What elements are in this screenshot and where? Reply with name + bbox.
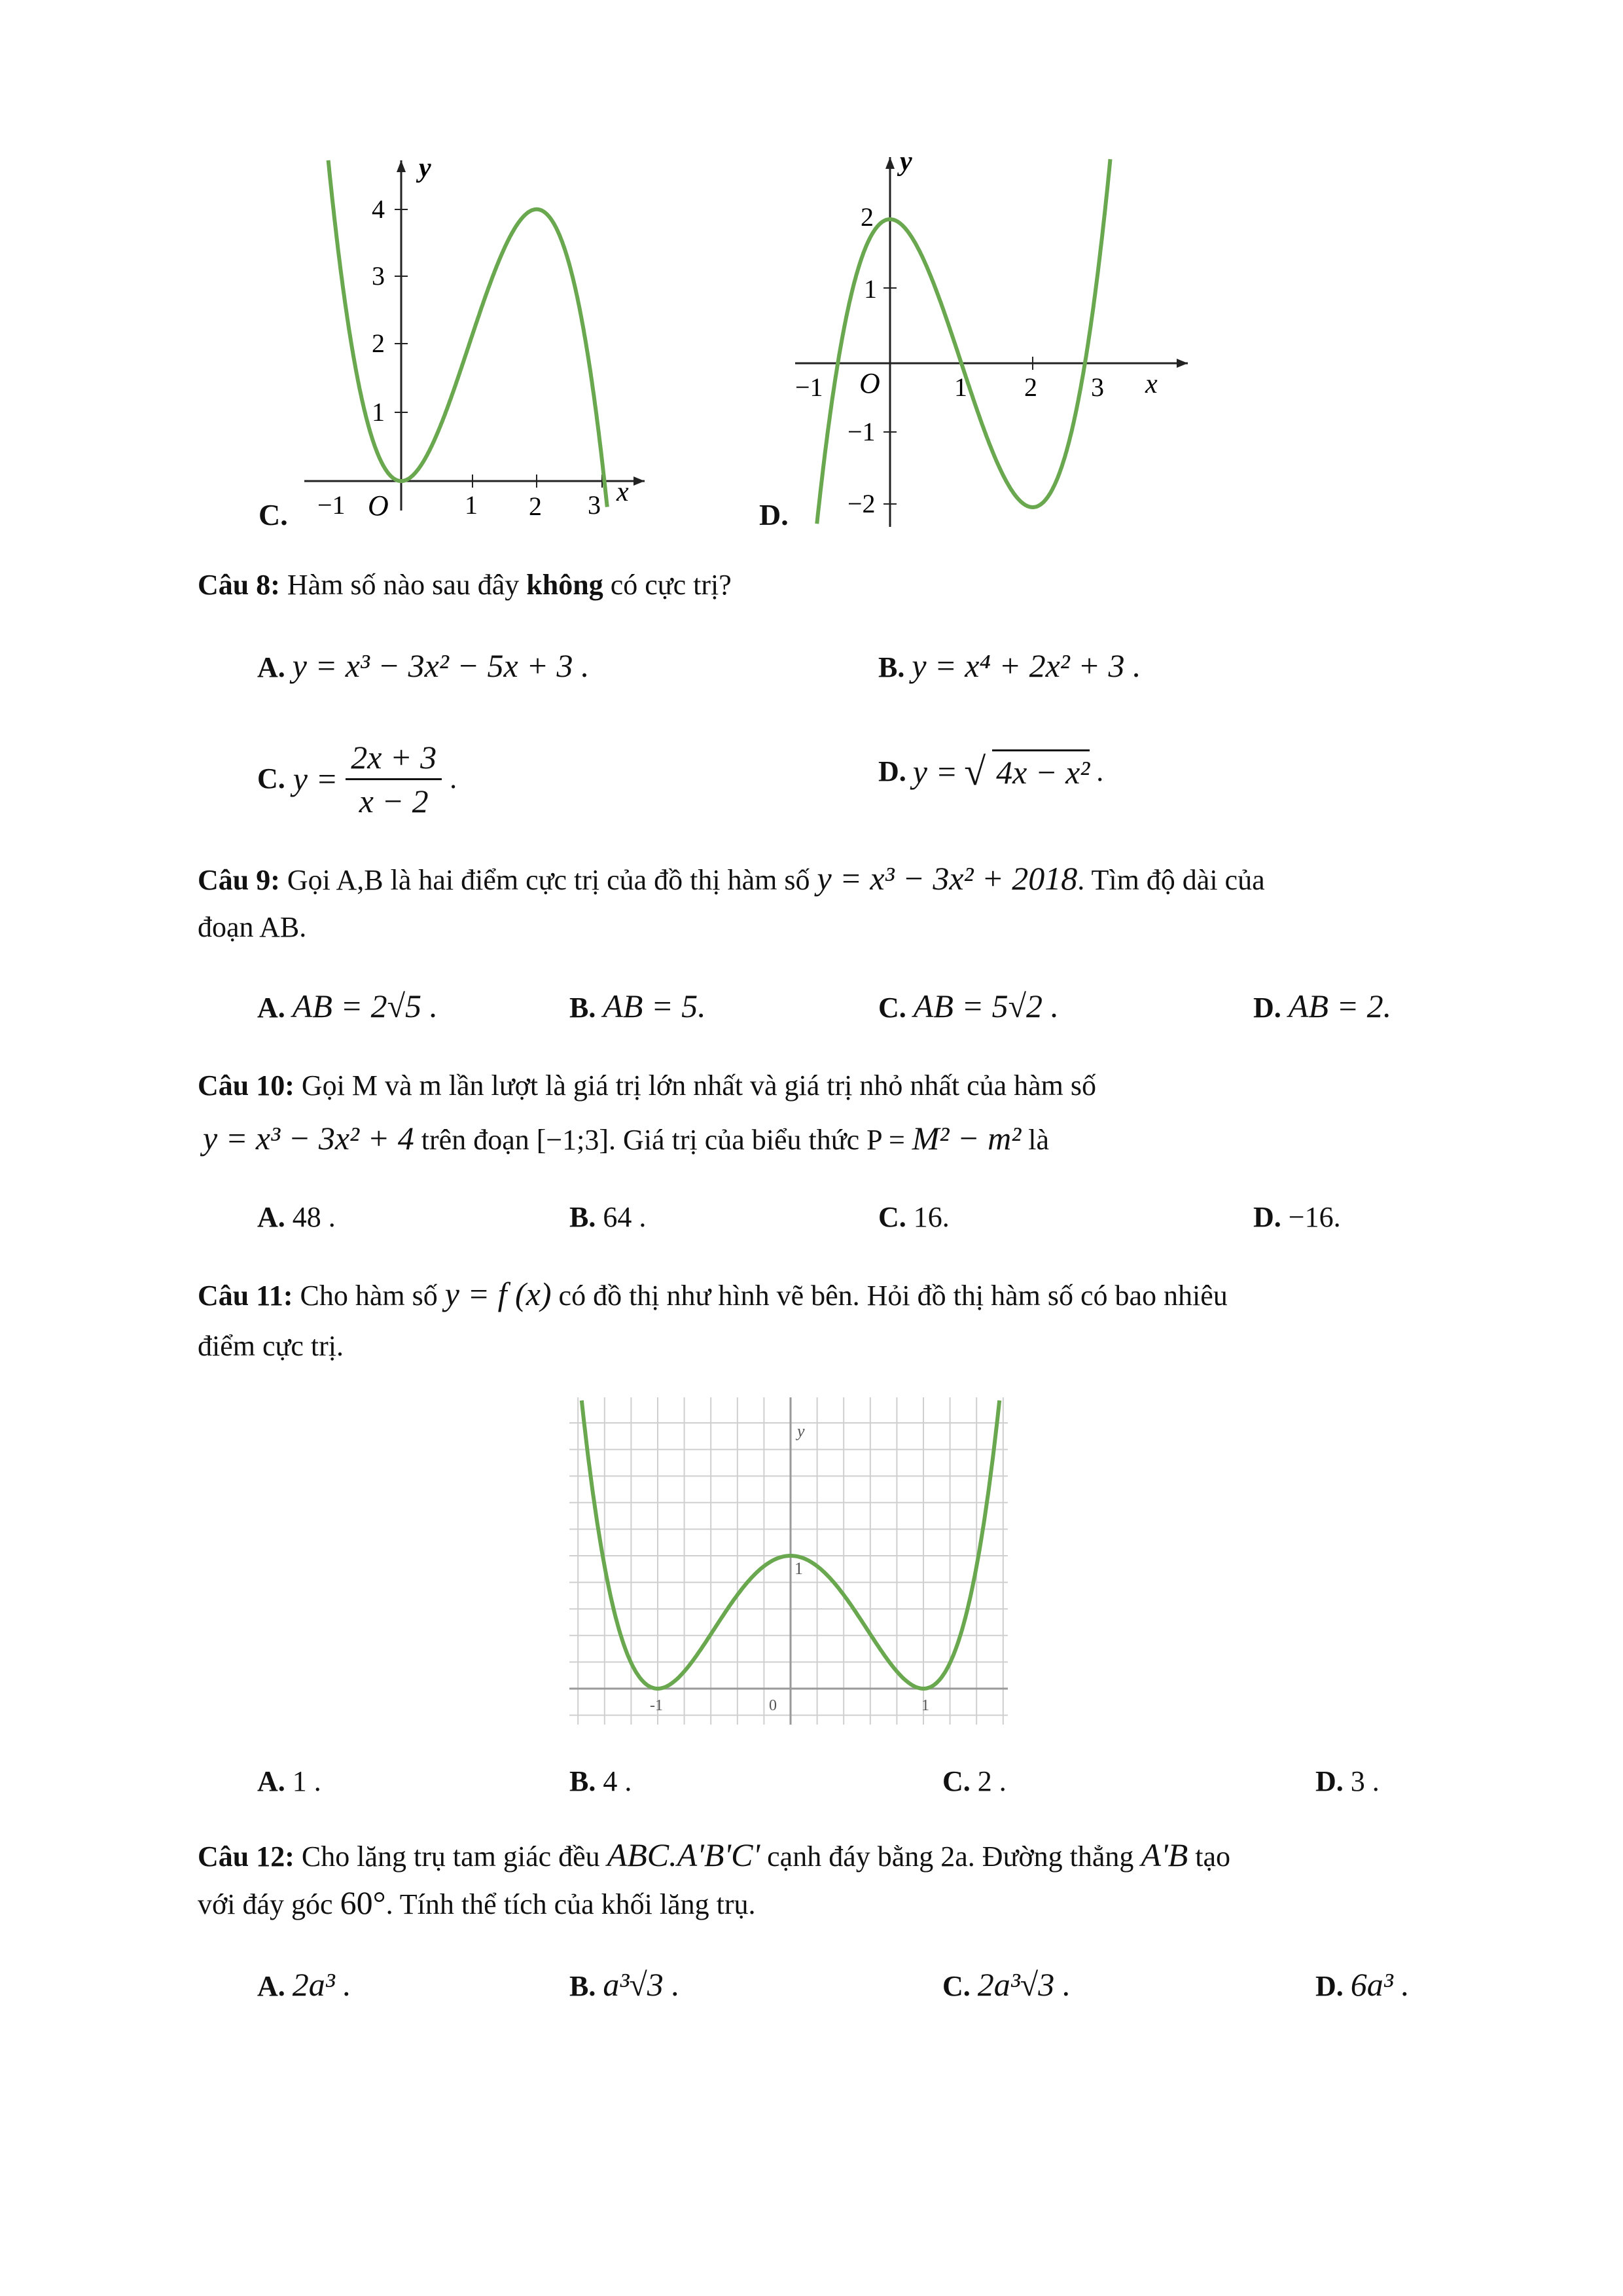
graph-c [288,147,654,520]
graph-c-origin: O [368,490,389,520]
question-11 [198,1273,1228,1317]
fraction-denominator: x − 2 [359,782,429,819]
graph-c-y-label: y [419,153,431,183]
question-11-text-a: Cho hàm số [300,1280,438,1312]
option-expr-post: . [450,762,457,795]
option-letter: A. [257,1201,285,1233]
question-10-expr: y = x³ − 3x² + 4 [203,1120,414,1157]
question-9-expr: y = x³ − 3x² + 2018 [817,860,1078,897]
graph-c-ytick-2: 2 [372,329,385,358]
question-10-line1: Gọi M và m lần lượt là giá trị lớn nhất và giá trị nhỏ nhất của hàm số [301,1069,1097,1102]
graph-q11-svg [569,1397,1008,1725]
question-10 [198,1065,1096,1107]
fraction [346,736,442,822]
graph-c-x-label: x [616,477,629,507]
graph-d-xtick-3: 3 [1091,372,1104,402]
graph-d-xtick-2: 2 [1024,372,1037,402]
graph-d-ytick-2: 2 [861,202,874,232]
option-expr: AB = 5. [603,988,706,1024]
fraction-numerator: 2x + 3 [346,736,442,780]
q12-option-c[interactable] [942,1964,1071,2007]
option-letter: A. [257,651,285,683]
option-expr-post: . [1096,755,1104,787]
option-expr: AB = 2√5 . [292,988,438,1024]
graph-d-xtick-1: 1 [954,372,967,402]
question-8-text-a: Hàm số nào sau đây [287,569,520,601]
q8-option-a[interactable] [257,645,590,689]
option-expr-pre: y = [293,761,338,797]
question-12-text-c: tạo [1195,1840,1230,1873]
graph-q11-xtick-neg1: -1 [650,1697,663,1714]
graph-c-ytick-4: 4 [372,194,385,224]
option-letter: D. [1253,992,1281,1024]
graph-d-ytick-1: 1 [864,274,877,304]
option-letter: B. [569,1201,596,1233]
q8-option-c[interactable] [257,730,457,828]
question-10-label: Câu 10: [198,1069,294,1102]
graph-c-xtick-1: 1 [465,490,478,520]
option-letter: B. [569,992,596,1024]
option-expr: 6a³ . [1350,1966,1410,2003]
option-letter: B. [569,1765,596,1797]
question-12 [198,1834,1230,1878]
question-9-text-b: . Tìm độ dài của [1077,864,1265,896]
sqrt-icon: √ [964,749,986,793]
radicand: 4x − x² [992,749,1090,793]
question-12-line2 [198,1882,756,1926]
q9-option-a[interactable] [257,985,438,1029]
option-letter: C. [257,762,285,795]
q12-option-a[interactable] [257,1964,351,2007]
q12-option-b[interactable] [569,1964,680,2007]
question-8 [198,564,732,606]
graph-q11 [569,1397,1008,1725]
option-expr: y = x⁴ + 2x² + 3 . [912,647,1141,684]
q11-option-b[interactable] [569,1761,632,1803]
graph-c-svg [288,147,654,520]
question-9-label: Câu 9: [198,864,280,896]
q12-option-d[interactable] [1315,1964,1410,2007]
q9-option-b[interactable] [569,985,706,1029]
option-letter: D. [1253,1201,1281,1233]
option-letter: D. [1315,1970,1344,2002]
question-11-expr: y = f (x) [444,1276,552,1312]
option-letter: D. [878,755,906,787]
graph-c-xtick-3: 3 [588,490,601,520]
question-10-mid: trên đoạn [−1;3]. Giá trị của biểu thức P = [421,1124,905,1156]
option-letter: C. [878,992,906,1024]
graph-c-ytick-1: 1 [372,397,385,427]
graph-d-ytick-neg1: −1 [847,417,876,446]
question-8-text-b: có cực trị? [610,569,732,601]
question-12-expr2: A'B [1141,1837,1188,1873]
option-label-c: C. [259,498,288,531]
option-expr: 2a³ . [292,1966,351,2003]
question-9-line2: đoạn AB. [198,911,307,943]
option-letter: C. [942,1765,971,1797]
question-11-text-b: có đồ thị như hình vẽ bên. Hỏi đồ thị hàm số có bao nhiêu [558,1280,1228,1312]
q11-option-c[interactable] [942,1761,1007,1803]
option-expr-pre: y = [912,753,958,790]
option-letter: A. [257,992,285,1024]
option-expr: 3 . [1350,1765,1380,1797]
question-12-text-b: cạnh đáy bằng 2a. Đường thẳng [767,1840,1134,1873]
question-10-end: là [1028,1124,1050,1156]
option-expr: 16. [913,1201,950,1233]
q10-option-d[interactable] [1253,1196,1341,1238]
q10-option-b[interactable] [569,1196,646,1238]
question-8-text-bold: không [526,569,603,601]
option-expr: 1 . [292,1765,321,1797]
graph-d-svg [782,147,1201,533]
q9-option-d[interactable] [1253,985,1391,1029]
question-10-expr2: M² − m² [912,1120,1022,1157]
question-8-label: Câu 8: [198,569,280,601]
option-expr: AB = 2. [1288,988,1392,1024]
question-11-line2: điểm cực trị. [198,1330,344,1362]
option-label-d: D. [759,498,789,531]
graph-d-origin: O [859,367,880,399]
option-letter: B. [878,651,905,683]
option-expr: 2 . [977,1765,1007,1797]
q10-option-c[interactable] [878,1196,950,1238]
option-expr: 48 . [292,1201,336,1233]
question-12-line2-a: với đáy góc [198,1888,333,1920]
q8-option-d[interactable] [878,749,1103,793]
graph-c-ytick-3: 3 [372,261,385,291]
option-letter: B. [569,1970,596,2002]
graph-c-xtick-2: 2 [529,492,542,520]
graph-d-x-label: x [1145,369,1158,399]
q10-option-a[interactable] [257,1196,336,1238]
option-expr: a³√3 . [603,1966,680,2003]
question-12-line2-b: . Tính thể tích của khối lăng trụ. [385,1888,756,1920]
option-letter: C. [942,1970,971,2002]
question-9 [198,857,1265,901]
question-10-line2 [203,1117,1049,1161]
option-expr: 64 . [603,1201,647,1233]
graph-d-ytick-neg2: −2 [847,489,876,518]
option-letter: A. [257,1765,285,1797]
question-9-text-a: Gọi A,B là hai điểm cực trị của đồ thị hàm số [287,864,810,896]
graph-q11-y-label: y [797,1422,805,1441]
question-12-expr1: ABC.A'B'C' [607,1837,760,1873]
option-expr: −16. [1288,1201,1341,1233]
q8-option-b[interactable] [878,645,1141,689]
option-letter: C. [878,1201,906,1233]
graph-c-xtick-neg1: −1 [317,490,346,520]
graph-q11-xtick-0: 0 [769,1697,777,1714]
question-12-label: Câu 12: [198,1840,294,1873]
question-12-angle: 60° [340,1884,386,1921]
question-11-label: Câu 11: [198,1280,293,1312]
graph-q11-ytick-1: 1 [794,1559,803,1578]
option-expr: 2a³√3 . [977,1966,1071,2003]
q9-option-c[interactable] [878,985,1059,1029]
q11-option-d[interactable] [1315,1761,1380,1803]
graph-d-y-label: y [900,147,912,177]
option-expr: 4 . [603,1765,632,1797]
graph-q11-xtick-1: 1 [921,1697,929,1714]
option-letter: A. [257,1970,285,2002]
option-letter: D. [1315,1765,1344,1797]
graph-d-xtick-neg1: −1 [795,372,823,402]
option-expr: y = x³ − 3x² − 5x + 3 . [292,647,590,684]
question-12-text-a: Cho lăng trụ tam giác đều [301,1840,600,1873]
q11-option-a[interactable] [257,1761,321,1803]
graph-d [782,147,1201,533]
option-expr: AB = 5√2 . [913,988,1060,1024]
